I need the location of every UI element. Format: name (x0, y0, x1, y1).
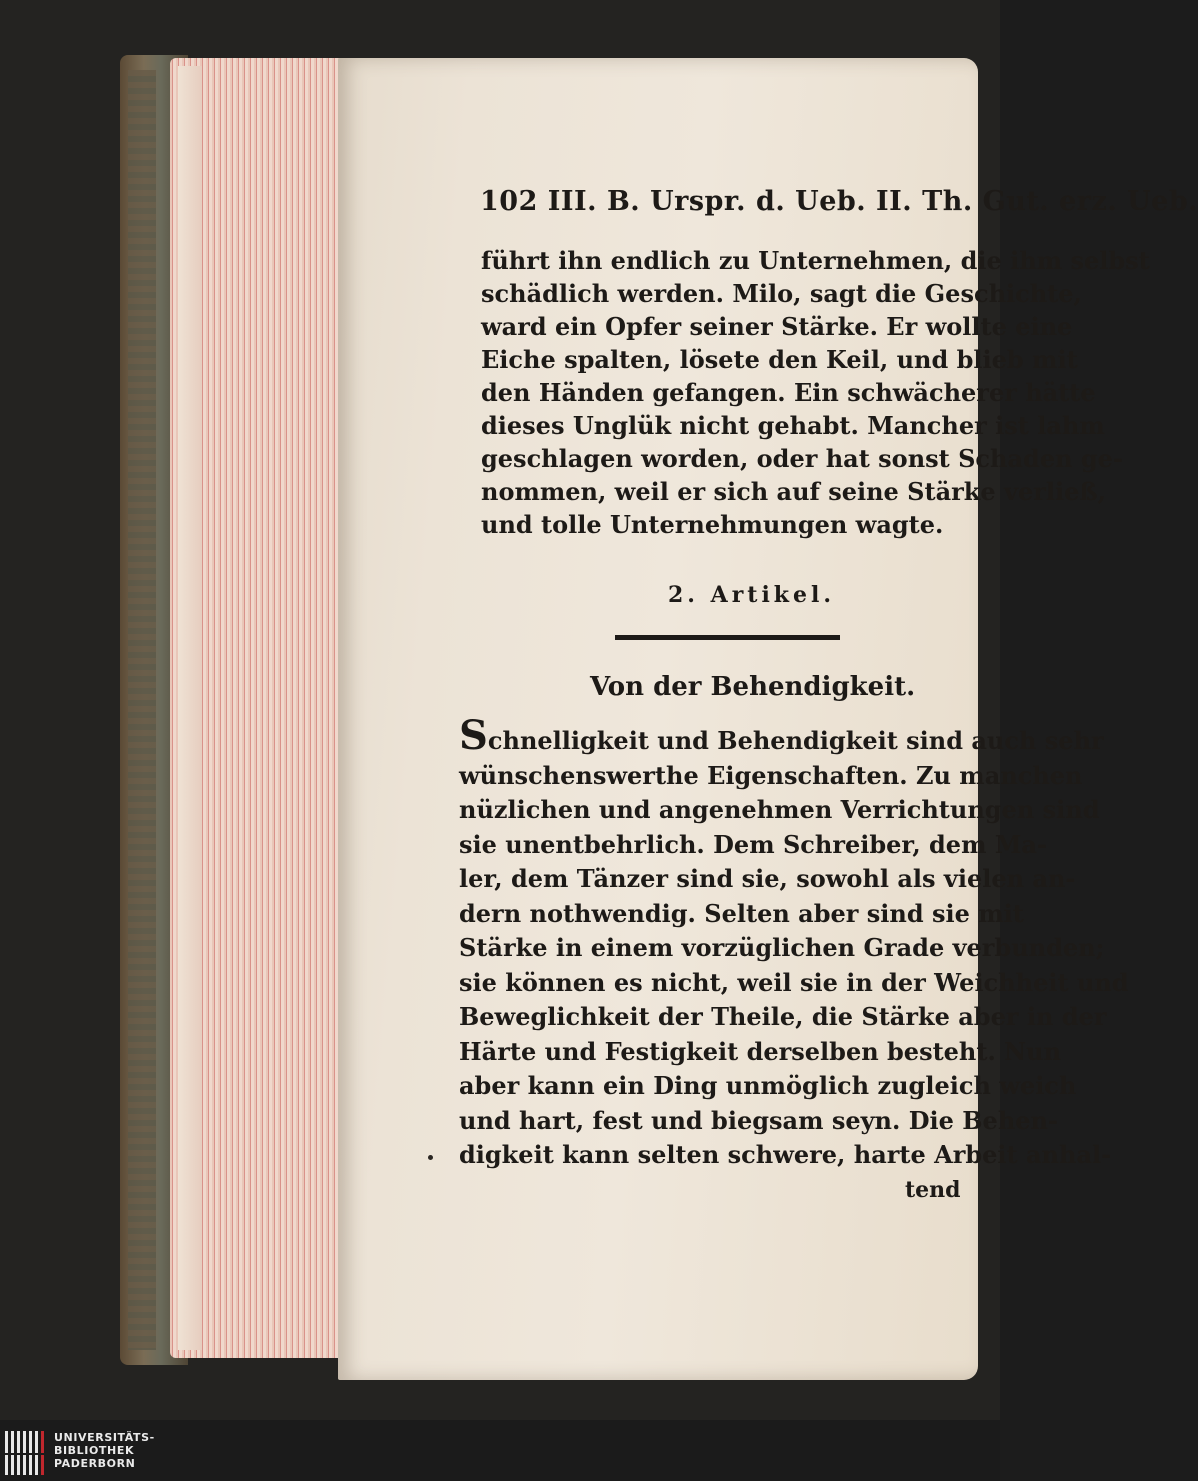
text-line: wünschenswerthe Eigenschaften. Zu manchen (459, 760, 1083, 790)
text-line: digkeit kann selten schwere, harte Arbeit anhal- (459, 1140, 1112, 1169)
text-line: und hart, fest und biegsam seyn. Die Behen- (459, 1105, 1058, 1135)
text-line: Härte und Festigkeit derselben besteht. Nun (459, 1036, 1062, 1066)
text-line: Eiche spalten, lösete den Keil, und blieb mit (481, 345, 1078, 374)
paragraph-continued (481, 244, 1150, 541)
text-line: Beweglichkeit der Theile, die Stärke aber in der (459, 1002, 1107, 1031)
text-line: Stärke in einem vorzüglichen Grade verbunden; (459, 933, 1105, 962)
logo-line: BIBLIOTHEK (54, 1444, 135, 1457)
catchword: tend (905, 1177, 961, 1203)
text-line: sie unentbehrlich. Dem Schreiber, dem Ma- (459, 829, 1047, 859)
ink-dot (428, 1155, 433, 1160)
text-line: ler, dem Tänzer sind sie, sowohl als vielen an- (459, 864, 1076, 893)
book-cover-texture (128, 70, 156, 1350)
library-logo-text (54, 1431, 155, 1470)
section-title: Von der Behendigkeit. (590, 672, 916, 702)
library-logo-icon (5, 1431, 47, 1475)
article-heading: 2. Artikel. (668, 582, 836, 608)
text-line: führt ihn endlich zu Unternehmen, die ihm selbst (481, 246, 1150, 275)
section-divider (615, 635, 840, 640)
text-line: und tolle Unternehmungen wagte. (481, 510, 944, 539)
logo-line: PADERBORN (54, 1457, 136, 1470)
logo-line: UNIVERSITÄTS- (54, 1431, 155, 1444)
text-line: dieses Unglük nicht gehabt. Mancher ist lahm (481, 411, 1105, 440)
text-line: geschlagen worden, oder hat sonst Schaden ge- (481, 444, 1123, 473)
text-line: aber kann ein Ding unmöglich zugleich weich (459, 1071, 1077, 1100)
text-line: schädlich werden. Milo, sagt die Geschichte, (481, 279, 1082, 308)
text-line: ward ein Opfer seiner Stärke. Er wollte eine (481, 312, 1073, 341)
text-line: chnelligkeit und Behendigkeit sind auch sehr (487, 726, 1104, 755)
text-line: nommen, weil er sich auf seine Stärke verließ, (481, 477, 1106, 506)
paragraph-behendigkeit (459, 712, 1129, 1173)
initial-letter: S (459, 712, 488, 759)
text-line-first (459, 712, 1129, 759)
text-line: dern nothwendig. Selten aber sind sie mit (459, 898, 1024, 928)
text-line: nüzlichen und angenehmen Verrichtungen sind (459, 795, 1100, 824)
text-line: den Händen gefangen. Ein schwächerer hätte (481, 378, 1096, 407)
running-header: 102 III. B. Urspr. d. Ueb. II. Th. Gut. erz. Ueb. (480, 186, 1198, 217)
text-line: sie können es nicht, weil sie in der Weichheit und (459, 967, 1129, 997)
page-edges-inner (178, 66, 202, 1350)
